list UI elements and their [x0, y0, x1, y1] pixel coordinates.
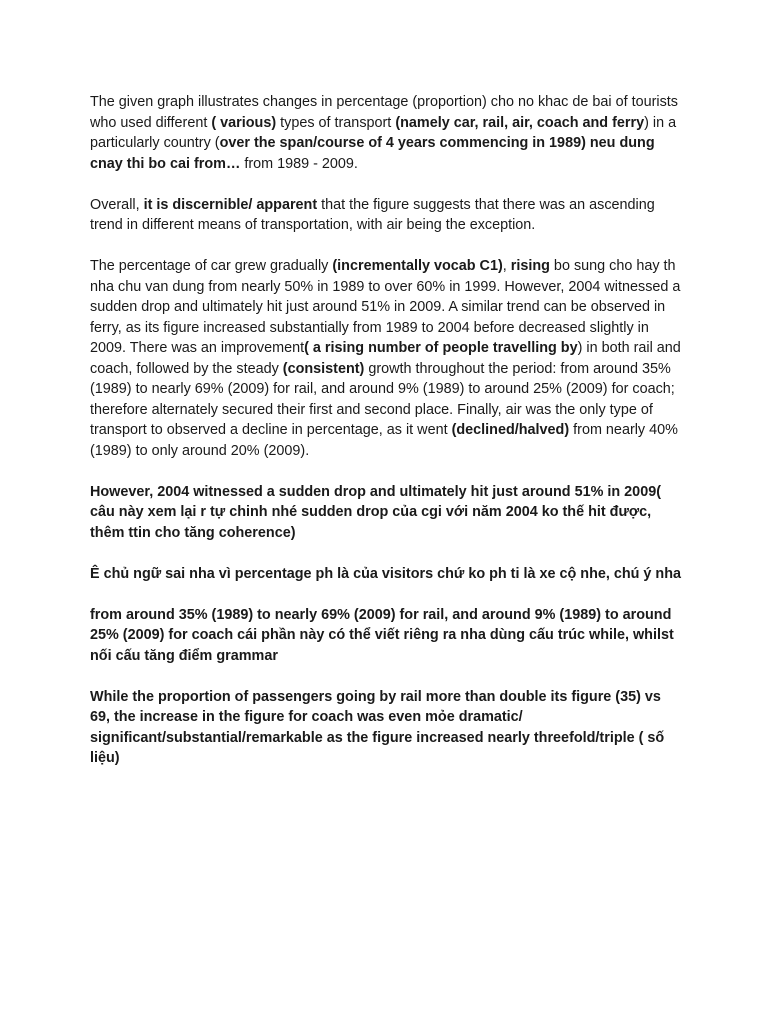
bold-run: (incrementally vocab C1) — [332, 258, 503, 274]
text-run: growth throughout the period: from around 35% (1989) to nearly 69% (2009) for rail, and around 9% (1989) to around 25% (2009) for coach; therefore alternately secured their first and second place. Finally, air was the only type of transport to observed a decline in percentage, as it went — [90, 360, 675, 438]
text-run: The given graph illustrates changes in percentage (proportion) cho no khac de bai of tourists who used different — [90, 94, 678, 131]
text-run: from 1989 - 2009. — [240, 155, 358, 172]
bold-run: (declined/halved) — [451, 422, 570, 438]
bold-run: over the span/course of 4 years commencing in 1989) neu dung cnay thi bo cai from… — [90, 135, 655, 172]
text-run: The percentage of car grew gradually — [90, 258, 333, 274]
text-run: that the figure suggests that there was an ascending trend in different means of transportation, with air being the exception. — [90, 196, 655, 233]
comment-subject-error: Ê chủ ngữ sai nha vì percentage ph là của visitors chứ ko ph ti là xe cộ nhe, chú ý nha — [90, 565, 682, 582]
paragraph-overview — [90, 195, 682, 236]
document-body — [90, 92, 682, 789]
text-run: ) in both rail and coach, followed by the steady — [90, 340, 681, 377]
text-run: ) in a particularly country ( — [90, 114, 677, 151]
bold-run: ( various) — [211, 114, 277, 131]
text-run: Overall, — [90, 196, 144, 213]
text-run: from nearly 40% (1989) to only around 20% (2009). — [90, 422, 678, 459]
bold-run: rising — [510, 258, 550, 274]
comment-comparison-example: While the proportion of passengers going by rail more than double its figure (35) vs 69, the increase in the figure for coach was even mỏe dramatic/ significant/substantial/remarkable as the figure increased nearly threefold/triple ( số liệu) — [90, 688, 665, 766]
text-run: , — [502, 258, 511, 274]
comment-sudden-drop: However, 2004 witnessed a sudden drop and ultimately hit just around 51% in 2009( câu này xem lại r tự chinh nhé sudden drop của cgi với năm 2004 ko thế hit được, thêm ttin cho tăng coherence) — [90, 483, 661, 541]
bold-run: ( a rising number of people travelling by — [304, 340, 578, 356]
bold-run: it is discernible/ apparent — [143, 196, 318, 213]
bold-run: (namely car, rail, air, coach and ferry — [395, 114, 645, 131]
paragraph-details — [90, 256, 682, 461]
bold-run: (consistent) — [282, 360, 365, 377]
paragraph-intro — [90, 92, 682, 174]
comment-while-structure: from around 35% (1989) to nearly 69% (2009) for rail, and around 9% (1989) to around 25% (2009) for coach cái phần này có thể viết riêng ra nha dùng cấu trúc while, whilst nối cấu tăng điểm grammar — [90, 606, 674, 664]
text-run: bo sung cho hay th nha chu van dung from nearly 50% in 1989 to over 60% in 1999. However, 2004 witnessed a sudden drop and ultimately hit just around 51% in 2009. A similar trend can be observed in ferry, as its figure increased substantially from 1989 to 2004 before decreased slightly in 2009. There was an improvement — [90, 258, 681, 356]
text-run: types of transport — [276, 114, 396, 131]
